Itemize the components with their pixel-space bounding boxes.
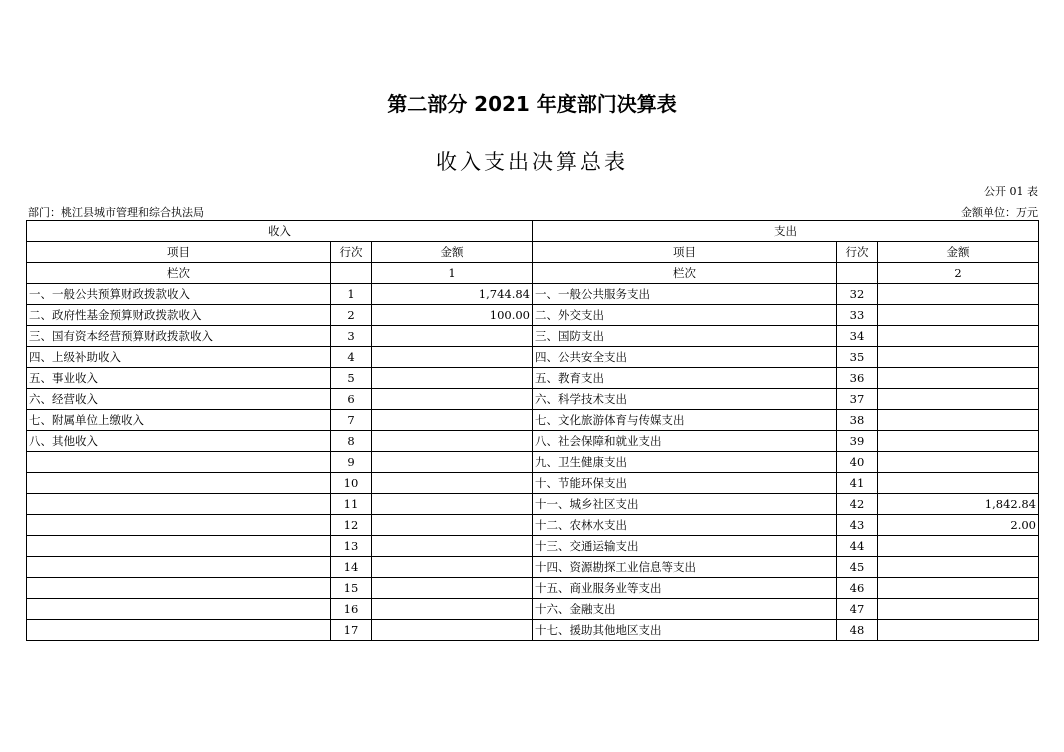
income-item-cell	[27, 578, 331, 599]
expense-amount-cell	[878, 599, 1039, 620]
expense-item-cell: 十七、援助其他地区支出	[533, 620, 837, 641]
expense-amount-header: 金额	[878, 242, 1039, 263]
expense-amount-cell	[878, 452, 1039, 473]
table-row	[27, 494, 1039, 515]
income-row-no-cell: 4	[331, 347, 372, 368]
income-row-no-cell: 16	[331, 599, 372, 620]
expense-item-cell: 二、外交支出	[533, 305, 837, 326]
expense-item-cell: 一、一般公共服务支出	[533, 284, 837, 305]
income-row-no-cell: 17	[331, 620, 372, 641]
expense-amount-cell	[878, 389, 1039, 410]
expense-amount-cell	[878, 368, 1039, 389]
income-item-cell: 五、事业收入	[27, 368, 331, 389]
header-row-section	[27, 221, 1039, 242]
income-amount-cell	[372, 515, 533, 536]
income-row-no-cell: 2	[331, 305, 372, 326]
expense-row-no-cell: 40	[837, 452, 878, 473]
expense-row-no-header: 行次	[837, 242, 878, 263]
income-amount-cell	[372, 326, 533, 347]
income-column-blank	[331, 263, 372, 284]
income-amount-cell	[372, 494, 533, 515]
expense-row-no-cell: 42	[837, 494, 878, 515]
table-row	[27, 410, 1039, 431]
income-row-no-cell: 9	[331, 452, 372, 473]
table-row	[27, 326, 1039, 347]
expense-row-no-cell: 38	[837, 410, 878, 431]
income-row-no-cell: 6	[331, 389, 372, 410]
expense-row-no-cell: 41	[837, 473, 878, 494]
table-title: 收入支出决算总表	[436, 150, 628, 174]
form-code: 公开 01 表	[984, 185, 1038, 198]
income-amount-cell	[372, 599, 533, 620]
expense-row-no-cell: 36	[837, 368, 878, 389]
expense-header: 支出	[533, 221, 1039, 242]
income-amount-cell	[372, 452, 533, 473]
expense-item-cell: 十三、交通运输支出	[533, 536, 837, 557]
expense-item-header: 项目	[533, 242, 837, 263]
header-row-column-index	[27, 263, 1039, 284]
income-row-no-cell: 12	[331, 515, 372, 536]
income-amount-cell	[372, 368, 533, 389]
income-amount-cell	[372, 557, 533, 578]
income-row-no-cell: 5	[331, 368, 372, 389]
table-row	[27, 452, 1039, 473]
expense-item-cell: 十二、农林水支出	[533, 515, 837, 536]
expense-row-no-cell: 48	[837, 620, 878, 641]
income-column-label: 栏次	[27, 263, 331, 284]
income-row-no-cell: 15	[331, 578, 372, 599]
expense-item-cell: 十四、资源勘探工业信息等支出	[533, 557, 837, 578]
table-row	[27, 620, 1039, 641]
income-amount-cell	[372, 620, 533, 641]
expense-amount-cell	[878, 284, 1039, 305]
expense-row-no-cell: 35	[837, 347, 878, 368]
table-row	[27, 578, 1039, 599]
income-item-cell	[27, 494, 331, 515]
table-row	[27, 284, 1039, 305]
expense-amount-cell	[878, 305, 1039, 326]
expense-row-no-cell: 33	[837, 305, 878, 326]
header-row-columns	[27, 242, 1039, 263]
income-item-cell	[27, 452, 331, 473]
expense-amount-cell: 2.00	[878, 515, 1039, 536]
income-row-no-cell: 13	[331, 536, 372, 557]
expense-row-no-cell: 39	[837, 431, 878, 452]
income-item-cell	[27, 473, 331, 494]
expense-amount-cell	[878, 431, 1039, 452]
table-row	[27, 368, 1039, 389]
table-row	[27, 431, 1039, 452]
table-row	[27, 347, 1039, 368]
expense-row-no-cell: 47	[837, 599, 878, 620]
expense-amount-cell	[878, 326, 1039, 347]
income-amount-cell	[372, 578, 533, 599]
income-amount-cell: 100.00	[372, 305, 533, 326]
income-item-cell: 六、经营收入	[27, 389, 331, 410]
expense-amount-cell	[878, 473, 1039, 494]
income-header: 收入	[27, 221, 533, 242]
income-item-cell: 四、上级补助收入	[27, 347, 331, 368]
table-row	[27, 389, 1039, 410]
income-column-index: 1	[372, 263, 533, 284]
expense-row-no-cell: 43	[837, 515, 878, 536]
unit-label: 金额单位：万元	[961, 206, 1038, 219]
expense-row-no-cell: 44	[837, 536, 878, 557]
income-row-no-cell: 3	[331, 326, 372, 347]
income-amount-cell	[372, 389, 533, 410]
income-item-cell	[27, 536, 331, 557]
income-item-cell: 三、国有资本经营预算财政拨款收入	[27, 326, 331, 347]
table-row	[27, 557, 1039, 578]
expense-item-cell: 七、文化旅游体育与传媒支出	[533, 410, 837, 431]
expense-item-cell: 十五、商业服务业等支出	[533, 578, 837, 599]
income-item-header: 项目	[27, 242, 331, 263]
expense-item-cell: 十六、金融支出	[533, 599, 837, 620]
income-amount-cell	[372, 473, 533, 494]
income-amount-cell: 1,744.84	[372, 284, 533, 305]
expense-item-cell: 十、节能环保支出	[533, 473, 837, 494]
expense-amount-cell	[878, 347, 1039, 368]
income-amount-cell	[372, 431, 533, 452]
expense-item-cell: 十一、城乡社区支出	[533, 494, 837, 515]
income-item-cell	[27, 557, 331, 578]
expense-row-no-cell: 37	[837, 389, 878, 410]
income-amount-cell	[372, 536, 533, 557]
department-label: 部门：桃江县城市管理和综合执法局	[28, 206, 204, 219]
expense-row-no-cell: 34	[837, 326, 878, 347]
expense-column-blank	[837, 263, 878, 284]
income-row-no-cell: 11	[331, 494, 372, 515]
income-row-no-header: 行次	[331, 242, 372, 263]
table-row	[27, 473, 1039, 494]
income-amount-cell	[372, 410, 533, 431]
page-title: 第二部分 2021 年度部门决算表	[387, 92, 677, 116]
expense-amount-cell	[878, 620, 1039, 641]
expense-item-cell: 六、科学技术支出	[533, 389, 837, 410]
income-amount-header: 金额	[372, 242, 533, 263]
income-row-no-cell: 8	[331, 431, 372, 452]
table-row	[27, 536, 1039, 557]
income-item-cell	[27, 515, 331, 536]
expense-column-label: 栏次	[533, 263, 837, 284]
income-row-no-cell: 10	[331, 473, 372, 494]
expense-row-no-cell: 32	[837, 284, 878, 305]
expense-amount-cell	[878, 557, 1039, 578]
expense-item-cell: 四、公共安全支出	[533, 347, 837, 368]
income-row-no-cell: 14	[331, 557, 372, 578]
income-item-cell: 一、一般公共预算财政拨款收入	[27, 284, 331, 305]
budget-table	[26, 220, 1039, 641]
income-item-cell: 七、附属单位上缴收入	[27, 410, 331, 431]
expense-amount-cell: 1,842.84	[878, 494, 1039, 515]
income-item-cell: 二、政府性基金预算财政拨款收入	[27, 305, 331, 326]
income-item-cell	[27, 599, 331, 620]
expense-item-cell: 五、教育支出	[533, 368, 837, 389]
income-item-cell	[27, 620, 331, 641]
expense-row-no-cell: 45	[837, 557, 878, 578]
table-row	[27, 515, 1039, 536]
income-row-no-cell: 7	[331, 410, 372, 431]
income-row-no-cell: 1	[331, 284, 372, 305]
income-item-cell: 八、其他收入	[27, 431, 331, 452]
expense-amount-cell	[878, 578, 1039, 599]
expense-amount-cell	[878, 536, 1039, 557]
income-amount-cell	[372, 347, 533, 368]
expense-row-no-cell: 46	[837, 578, 878, 599]
expense-item-cell: 八、社会保障和就业支出	[533, 431, 837, 452]
expense-amount-cell	[878, 410, 1039, 431]
expense-item-cell: 九、卫生健康支出	[533, 452, 837, 473]
expense-item-cell: 三、国防支出	[533, 326, 837, 347]
table-row	[27, 305, 1039, 326]
table-row	[27, 599, 1039, 620]
expense-column-index: 2	[878, 263, 1039, 284]
